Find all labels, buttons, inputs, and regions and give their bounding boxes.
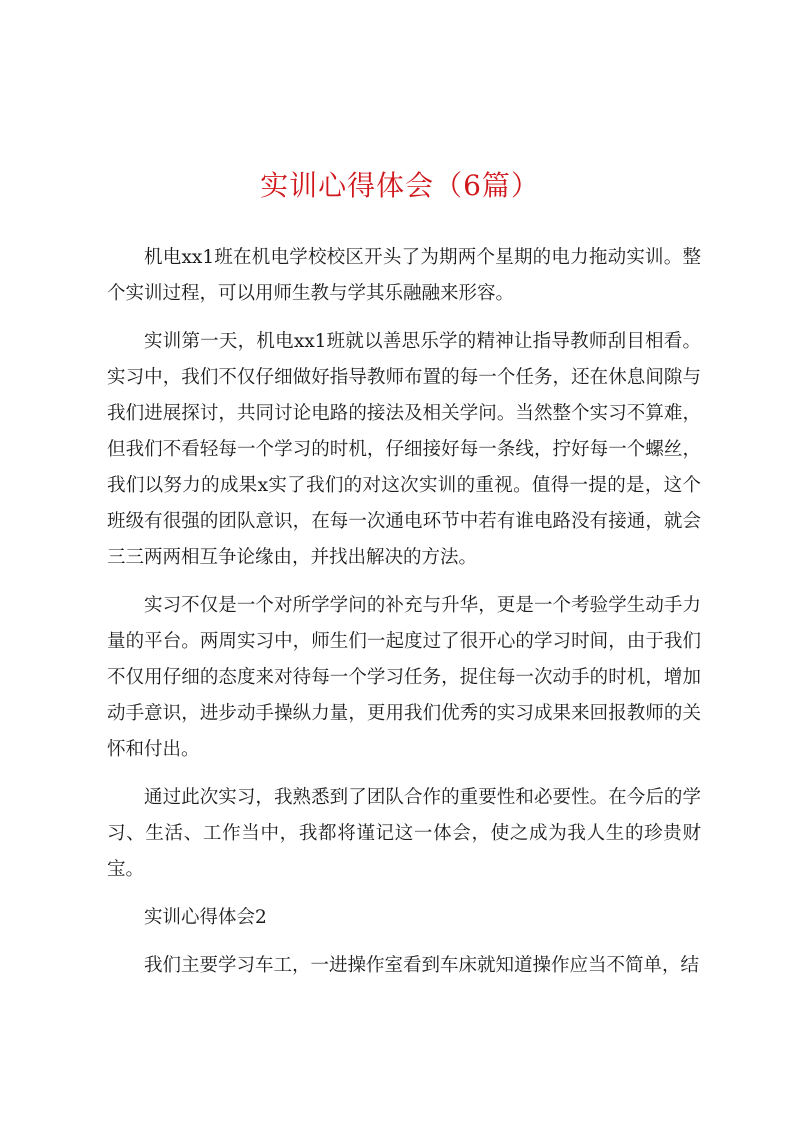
document-title: 实训心得体会（6篇）	[260, 169, 540, 202]
paragraph: 实习不仅是一个对所学学问的补充与升华，更是一个考验学生动手力量的平台。两周实习中，师生们一起度过了很开心的学习时间，由于我们不仅用仔细的态度来对待每一个学习任务，捉住每一次动手的时机，增加动手意识，进步动手操纵力量，更用我们优秀的实习成果来回报教师的关怀和付出。	[107, 595, 701, 760]
paragraph: 我们主要学习车工，一进操作室看到车床就知道操作应当不简单，结	[144, 955, 700, 976]
paragraph: 机电xx1班在机电学校校区开头了为期两个星期的电力拖动实训。整个实训过程，可以用师生教与学其乐融融来形容。	[107, 247, 701, 304]
paragraph: 通过此次实习，我熟悉到了团队合作的重要性和必要性。在今后的学习、生活、工作当中，我都将谨记这一体会，使之成为我人生的珍贵财宝。	[107, 787, 701, 880]
paragraph: 实训第一天，机电xx1班就以善思乐学的精神让指导教师刮目相看。实习中，我们不仅仔细做好指导教师布置的每一个任务，还在休息间隙与我们进展探讨，共同讨论电路的接法及相关学问。当然整个实习不算难，但我们不看轻每一个学习的时机，仔细接好每一条线，拧好每一个螺丝，我们以努力的成果x实了我们的对这次实训的重视。值得一提的是，这个班级有很强的团队意识，在每一次通电环节中若有谁电路没有接通，就会三三两两相互争论缘由，并找出解决的方法。	[107, 331, 701, 568]
document-body	[107, 240, 701, 996]
section-heading: 实训心得体会2	[144, 907, 267, 928]
